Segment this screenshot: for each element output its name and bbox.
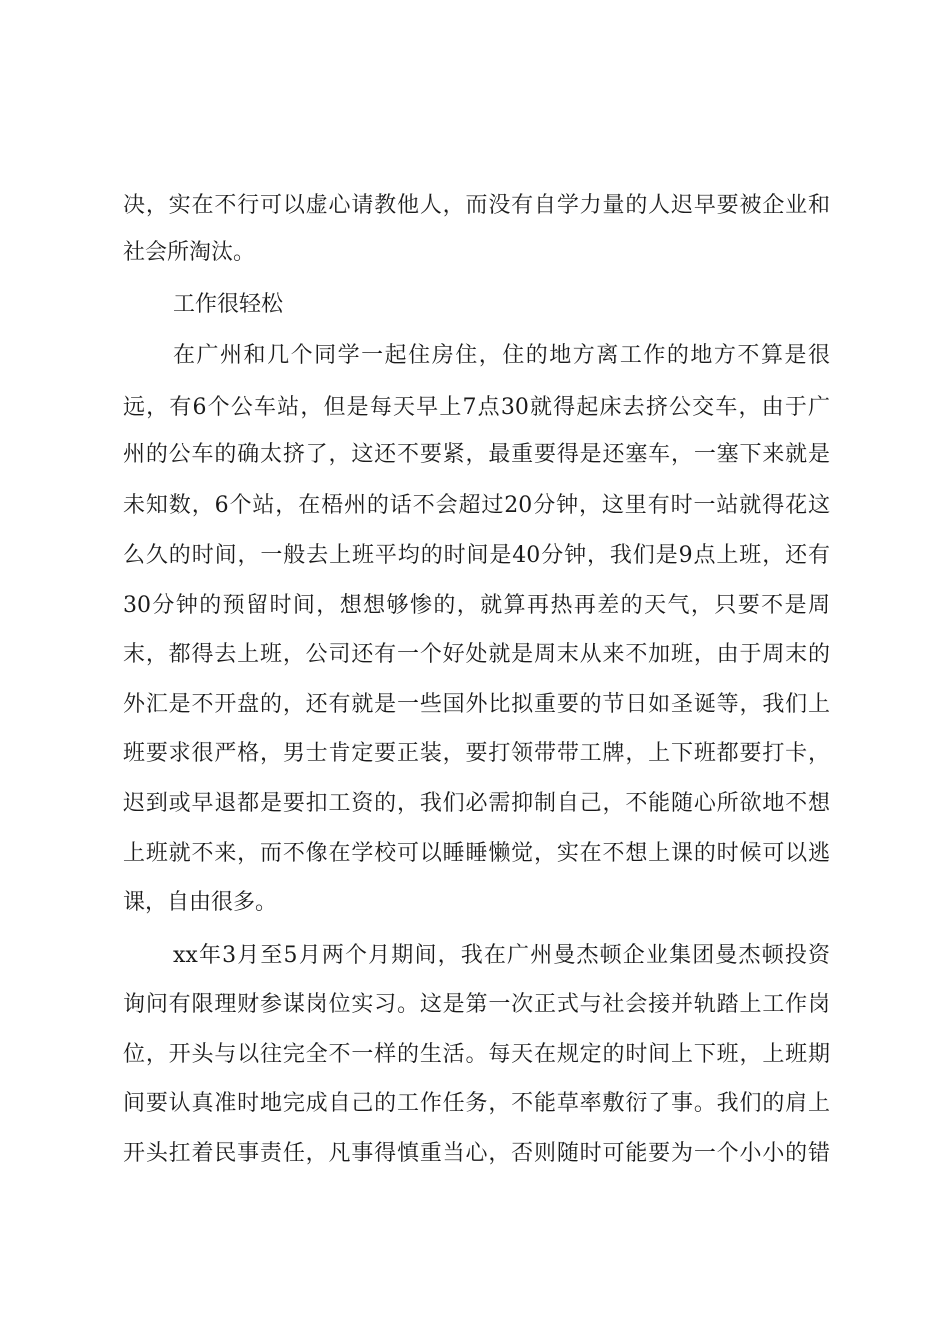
text-line: xx年3月至5月两个月期间，我在广州曼杰顿企业集团曼杰顿投资 <box>173 943 830 968</box>
text-line: 在广州和几个同学一起住房住，住的地方离工作的地方不算是很 <box>173 343 830 368</box>
text-line: 询问有限理财参谋岗位实习。这是第一次正式与社会接并轨踏上工作岗 <box>123 992 830 1017</box>
text-line: 外汇是不开盘的，还有就是一些国外比拟重要的节日如圣诞等，我们上 <box>123 692 830 717</box>
text-line: 末，都得去上班，公司还有一个好处就是周末从来不加班，由于周末的 <box>123 642 830 667</box>
text-line: 远，有6个公车站，但是每天早上7点30就得起床去挤公交车，由于广 <box>123 395 830 420</box>
text-line: 迟到或早退都是要扣工资的，我们必需抑制自己，不能随心所欲地不想 <box>123 791 830 816</box>
text-line: 州的公车的确太挤了，这还不要紧，最重要得是还塞车，一塞下来就是 <box>123 442 830 467</box>
text-line: 未知数，6个站，在梧州的话不会超过20分钟，这里有时一站就得花这 <box>123 493 830 518</box>
text-line: 30分钟的预留时间，想想够惨的，就算再热再差的天气，只要不是周 <box>123 593 830 618</box>
text-line: 开头扛着民事责任，凡事得慎重当心，否则随时可能要为一个小小的错 <box>123 1141 830 1166</box>
text-line: 社会所淘汰。 <box>123 240 256 265</box>
text-line: 间要认真准时地完成自己的工作任务，不能草率敷衍了事。我们的肩上 <box>123 1091 830 1116</box>
text-line: 么久的时间，一般去上班平均的时间是40分钟，我们是9点上班，还有 <box>123 543 830 568</box>
text-line: 班要求很严格，男士肯定要正装，要打领带带工牌，上下班都要打卡， <box>123 741 830 766</box>
text-line: 决，实在不行可以虚心请教他人，而没有自学力量的人迟早要被企业和 <box>123 193 830 218</box>
text-line: 课，自由很多。 <box>123 890 278 915</box>
text-line: 位，开头与以往完全不一样的生活。每天在规定的时间上下班，上班期 <box>123 1042 830 1067</box>
text-line: 上班就不来，而不像在学校可以睡睡懒觉，实在不想上课的时候可以逃 <box>123 841 830 866</box>
section-heading: 工作很轻松 <box>173 292 284 317</box>
